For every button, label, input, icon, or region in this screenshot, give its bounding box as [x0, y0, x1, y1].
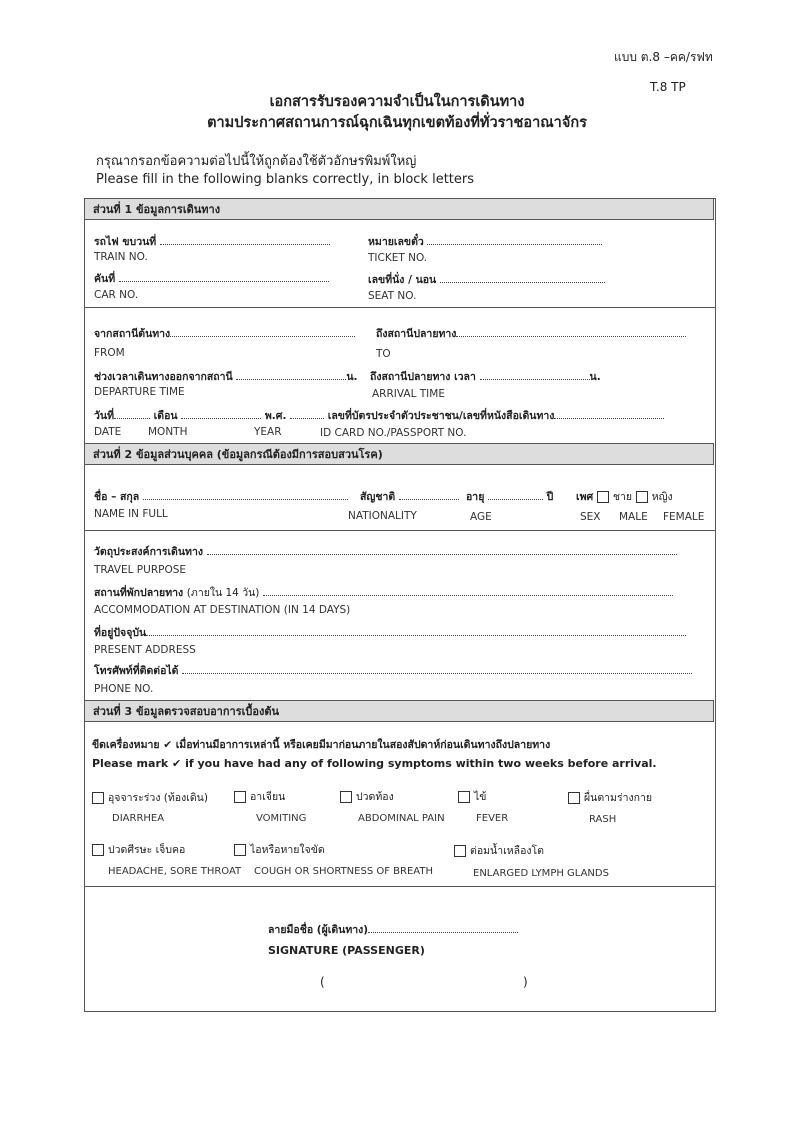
- symptom-diarrhea[interactable]: อุจจาระร่วง (ท้องเดิน): [92, 789, 208, 806]
- day-field[interactable]: [114, 408, 150, 419]
- page-title: เอกสารรับรองความจำเป็นในการเดินทาง: [269, 94, 525, 110]
- form-id: T.8 TP: [650, 80, 686, 94]
- arrive-field[interactable]: [480, 369, 590, 380]
- depart-field[interactable]: [236, 369, 346, 380]
- from-field[interactable]: [170, 326, 355, 337]
- signature-name-close: ): [523, 975, 528, 989]
- symptom-rash-en: RASH: [589, 814, 617, 825]
- instruction-thai: กรุณากรอกข้อความต่อไปนี้ให้ถูกต้องใช้ตัวอักษรพิมพ์ใหญ่: [96, 154, 417, 169]
- address-label: ที่อยู่ปัจจุบัน: [94, 624, 686, 641]
- form-code: แบบ ต.8 –คค/รฟท: [614, 50, 713, 64]
- symptom-rash[interactable]: ผื่นตามร่างกาย: [568, 789, 652, 806]
- nationality-label: สัญชาติ: [360, 488, 459, 505]
- phone-label-en: PHONE NO.: [94, 683, 154, 695]
- symptom-vomiting[interactable]: อาเจียน: [234, 788, 285, 805]
- date-row: วันที่ เดือน พ.ศ. เลขที่บัตรประจำตัวประชาชน/เลขที่หนังสือเดินทาง: [94, 407, 664, 424]
- cough-checkbox[interactable]: [234, 844, 246, 856]
- male-checkbox[interactable]: [597, 491, 609, 503]
- symptom-abdominal-pain-en: ABDOMINAL PAIN: [358, 813, 445, 824]
- address-label-en: PRESENT ADDRESS: [94, 644, 196, 656]
- accommodation-label: สถานที่พักปลายทาง (ภายใน 14 วัน): [94, 584, 673, 601]
- symptom-cough[interactable]: ไอหรือหายใจขัด: [234, 841, 325, 858]
- divider: [84, 307, 716, 308]
- arrive-label: ถึงสถานีปลายทาง เวลา น.: [370, 371, 601, 383]
- purpose-field[interactable]: [207, 544, 677, 555]
- purpose-label-en: TRAVEL PURPOSE: [94, 564, 187, 576]
- symptom-diarrhea-en: DIARRHEA: [112, 813, 165, 824]
- section-2-heading: ส่วนที่ 2 ข้อมูลส่วนบุคคล (ข้อมูลกรณีต้องมีการสอบสวนโรค): [84, 443, 714, 465]
- age-label-en: AGE: [470, 511, 492, 523]
- age-label: อายุ ปี: [466, 491, 554, 503]
- car-field[interactable]: [119, 271, 329, 282]
- purpose-label: วัตถุประสงค์การเดินทาง: [94, 543, 677, 560]
- car-label-en: CAR NO.: [94, 289, 139, 301]
- id-field[interactable]: [554, 408, 664, 419]
- phone-label: โทรศัพท์ที่ติดต่อได้: [94, 662, 692, 679]
- age-field[interactable]: [488, 489, 543, 500]
- accommodation-field[interactable]: [263, 585, 673, 596]
- signature-name-open: (: [320, 975, 325, 989]
- symptom-abdominal-pain[interactable]: ปวดท้อง: [340, 788, 394, 805]
- divider: [84, 530, 716, 531]
- section-3-heading: ส่วนที่ 3 ข้อมูลตรวจสอบอาการเบื้องต้น: [84, 700, 714, 722]
- symptom-lymph-en: ENLARGED LYMPH GLANDS: [473, 868, 609, 879]
- rash-checkbox[interactable]: [568, 792, 580, 804]
- divider: [84, 886, 716, 887]
- seat-field[interactable]: [440, 272, 605, 283]
- female-label-en: FEMALE: [663, 511, 705, 523]
- mark-instruction-english: Please mark ✔ if you have had any of following symptoms within two weeks before arrival.: [92, 757, 657, 770]
- male-label-en: MALE: [619, 511, 648, 523]
- to-field[interactable]: [456, 326, 686, 337]
- accommodation-label-en: ACCOMMODATION AT DESTINATION (IN 14 DAYS): [94, 604, 351, 616]
- signature-label-en: SIGNATURE (PASSENGER): [268, 944, 425, 957]
- signature-field[interactable]: [368, 922, 518, 933]
- fever-checkbox[interactable]: [458, 791, 470, 803]
- nationality-label-en: NATIONALITY: [348, 510, 417, 522]
- female-checkbox[interactable]: [636, 491, 648, 503]
- date-label-en: DATE: [94, 426, 122, 438]
- symptom-lymph[interactable]: ต่อมน้ำเหลืองโต: [454, 842, 544, 859]
- ticket-label-en: TICKET NO.: [368, 252, 428, 264]
- car-label: คันที่: [94, 270, 329, 287]
- symptom-vomiting-en: VOMITING: [256, 813, 307, 824]
- signature-label: ลายมือชื่อ (ผู้เดินทาง): [268, 921, 518, 938]
- address-field[interactable]: [146, 625, 686, 636]
- from-label: จากสถานีต้นทาง: [94, 325, 355, 342]
- arrive-label-en: ARRIVAL TIME: [372, 388, 445, 400]
- depart-label-en: DEPARTURE TIME: [94, 386, 185, 398]
- check-mark-icon: ✔: [163, 739, 173, 751]
- month-field[interactable]: [181, 408, 261, 419]
- sex-label: เพศ ชาย หญิง: [576, 491, 673, 503]
- symptom-fever[interactable]: ไข้: [458, 788, 486, 805]
- instruction-english: Please fill in the following blanks correctly, in block letters: [96, 172, 475, 187]
- symptom-headache-en: HEADACHE, SORE THROAT: [108, 866, 242, 877]
- abdominal-pain-checkbox[interactable]: [340, 791, 352, 803]
- train-label-en: TRAIN NO.: [94, 251, 148, 263]
- seat-label: เลขที่นั่ง / นอน: [368, 271, 605, 288]
- to-label-en: TO: [376, 348, 391, 360]
- to-label: ถึงสถานีปลายทาง: [376, 325, 686, 342]
- ticket-label: หมายเลขตั๋ว: [368, 233, 602, 250]
- sex-label-en: SEX: [580, 511, 601, 523]
- lymph-checkbox[interactable]: [454, 845, 466, 857]
- year-label-en: YEAR: [254, 426, 282, 438]
- symptom-fever-en: FEVER: [476, 813, 509, 824]
- symptom-cough-en: COUGH OR SHORTNESS OF BREATH: [254, 866, 433, 877]
- symptom-headache[interactable]: ปวดศีรษะ เจ็บคอ: [92, 841, 185, 858]
- page-subtitle: ตามประกาศสถานการณ์ฉุกเฉินทุกเขตท้องที่ทั่วราชอาณาจักร: [207, 115, 587, 131]
- section-1-heading: ส่วนที่ 1 ข้อมูลการเดินทาง: [84, 198, 714, 220]
- name-label-en: NAME IN FULL: [94, 508, 168, 520]
- depart-label: ช่วงเวลาเดินทางออกจากสถานี น.: [94, 371, 358, 383]
- id-label-en: ID CARD NO./PASSPORT NO.: [320, 427, 467, 439]
- diarrhea-checkbox[interactable]: [92, 792, 104, 804]
- nationality-field[interactable]: [399, 489, 459, 500]
- name-field[interactable]: [143, 489, 348, 500]
- year-field[interactable]: [290, 408, 324, 419]
- train-field[interactable]: [160, 234, 330, 245]
- name-label: ชื่อ – สกุล: [94, 488, 348, 505]
- from-label-en: FROM: [94, 347, 125, 359]
- headache-checkbox[interactable]: [92, 844, 104, 856]
- seat-label-en: SEAT NO.: [368, 290, 417, 302]
- ticket-field[interactable]: [427, 234, 602, 245]
- phone-field[interactable]: [182, 663, 692, 674]
- train-label: รถไฟ ขบวนที่: [94, 233, 330, 250]
- vomiting-checkbox[interactable]: [234, 791, 246, 803]
- month-label-en: MONTH: [148, 426, 188, 438]
- check-mark-icon: ✔: [172, 757, 182, 770]
- mark-instruction-thai: ขีดเครื่องหมาย ✔ เมื่อท่านมีอาการเหล่านี้ หรือเคยมีมาก่อนภายในสองสัปดาห์ก่อนเดินทางถึงปลายทาง: [92, 739, 551, 751]
